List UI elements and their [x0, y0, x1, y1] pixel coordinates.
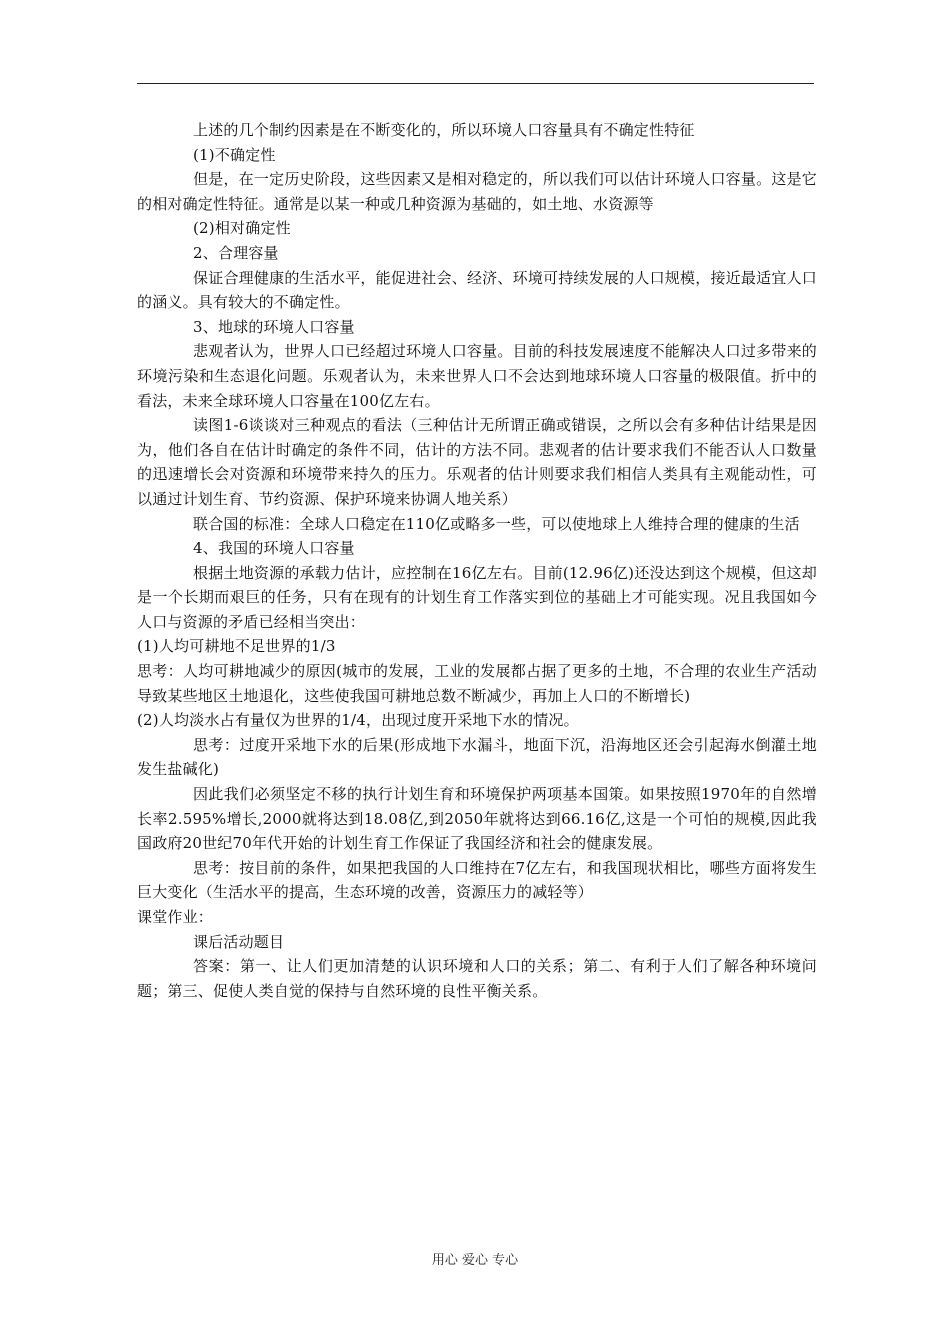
header-rule — [137, 83, 814, 84]
paragraph: 保证合理健康的生活水平，能促进社会、经济、环境可持续发展的人口规模，接近最适宜人口的涵义。具有较大的不确定性。 — [137, 268, 817, 312]
paragraph: (2)相对确定性 — [193, 219, 291, 238]
paragraph: 思考：过度开采地下水的后果(形成地下水漏斗，地面下沉，沿海地区还会引起海水倒灌土地发生盐碱化) — [137, 735, 817, 779]
section-heading: 3、地球的环境人口容量 — [193, 317, 355, 336]
paragraph: 联合国的标准：全球人口稳定在110亿或略多一些，可以使地球上人维持合理的健康的生活 — [193, 514, 800, 533]
paragraph: 课堂作业： — [137, 908, 214, 926]
document-body — [137, 118, 817, 1003]
paragraph: 因此我们必须坚定不移的执行计划生育和环境保护两项基本国策。如果按照1970年的自然增长率2.595%增长,2000就将达到18.08亿,到2050年就将达到66.16亿,这是一个可怕的规模,因此我国政府20世纪70年代开始的计划生育工作保证了我国经济和社会的健康发展。 — [137, 785, 817, 853]
paragraph: (1)人均可耕地不足世界的1/3 — [137, 637, 336, 656]
page-footer: 用心 爱心 专心 — [431, 1253, 519, 1268]
paragraph: 根据土地资源的承载力估计，应控制在16亿左右。目前(12.96亿)还没达到这个规模，但这却是一个长期而艰巨的任务，只有在现有的计划生育工作落实到位的基础上才可能实现。况且我国如今人口与资源的矛盾已经相当突出： — [137, 563, 817, 631]
paragraph: 课后活动题目 — [193, 932, 285, 951]
paragraph: 思考：人均可耕地减少的原因(城市的发展，工业的发展都占据了更多的土地，不合理的农业生产活动导致某些地区土地退化，这些使我国可耕地总数不断减少，再加上人口的不断增长) — [137, 662, 817, 705]
paragraph: (2)人均淡水占有量仅为世界的1/4，出现过度开采地下水的情况。 — [137, 711, 579, 730]
paragraph: (1)不确定性 — [193, 145, 276, 164]
paragraph: 答案：第一、让人们更加清楚的认识环境和人口的关系；第二、有利于人们了解各种环境问题；第三、促使人类自觉的保持与自然环境的良性平衡关系。 — [137, 957, 817, 1000]
paragraph: 悲观者认为，世界人口已经超过环境人口容量。目前的科技发展速度不能解决人口过多带来的环境污染和生态退化问题。乐观者认为，未来世界人口不会达到地球环境人口容量的极限值。折中的看法，未来全球环境人口容量在100亿左右。 — [137, 342, 817, 410]
section-heading: 2、合理容量 — [193, 243, 279, 262]
paragraph: 上述的几个制约因素是在不断变化的，所以环境人口容量具有不确定性特征 — [193, 121, 695, 139]
paragraph: 但是，在一定历史阶段，这些因素又是相对稳定的，所以我们可以估计环境人口容量。这是它的相对确定性特征。通常是以某一种或几种资源为基础的，如土地、水资源等 — [137, 170, 817, 213]
section-heading: 4、我国的环境人口容量 — [193, 539, 355, 558]
paragraph: 思考：按目前的条件，如果把我国的人口维持在7亿左右，和我国现状相比，哪些方面将发生巨大变化（生活水平的提高，生态环境的改善，资源压力的减轻等） — [137, 858, 817, 902]
paragraph: 读图1-6谈谈对三种观点的看法（三种估计无所谓正确或错误，之所以会有多种估计结果是因为，他们各自在估计时确定的条件不同，估计的方法不同。悲观者的估计要求我们不能否认人口数量的迅速增长会对资源和环境带来持久的压力。乐观者的估计则要求我们相信人类具有主观能动性，可以通过计划生育、节约资源、保护环境来协调人地关系） — [137, 416, 817, 508]
